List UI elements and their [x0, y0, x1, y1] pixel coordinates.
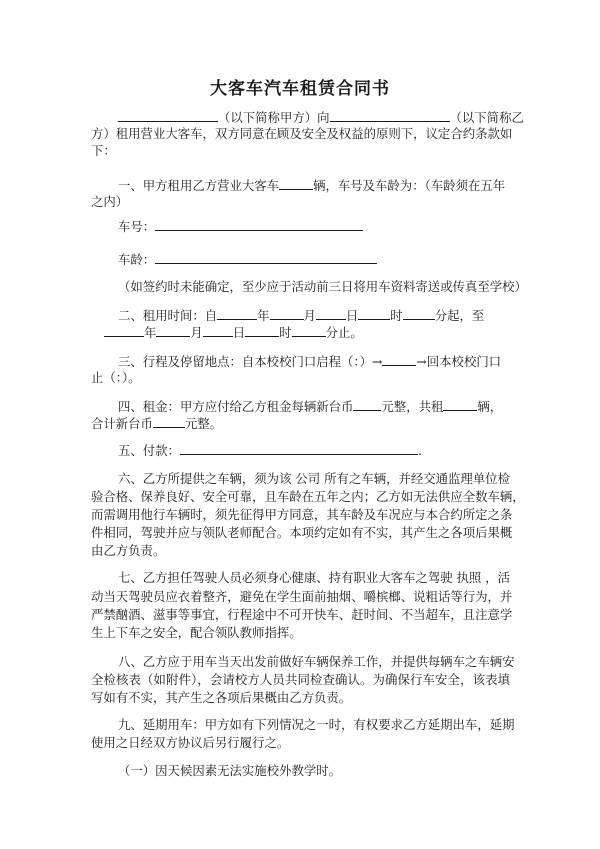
clause-5-line [118, 442, 422, 458]
total-buses-blank [443, 398, 477, 411]
clause-1-text-b: 辆，车号及车龄为：（车龄须在五年 [313, 178, 506, 193]
total-amount-blank [153, 415, 185, 428]
end-year-blank [104, 324, 144, 337]
clause-1-line-1 [118, 177, 505, 193]
destination-blank [382, 353, 416, 366]
party-b-blank [330, 109, 450, 122]
vehicle-age-label: 车龄： [118, 252, 156, 267]
start-year-blank [217, 307, 257, 320]
intro-line-3: 下： [91, 143, 116, 158]
unit-minute-to: 分起，至 [434, 308, 485, 323]
clause-9-line-2: 使用之日经双方协议后另行履行之。 [91, 735, 290, 750]
intro-line-1 [118, 109, 524, 125]
clause-1-text-a: 一、甲方租用乙方营业大客车 [118, 178, 280, 193]
clause-4-text-d: 合计新台币 [91, 416, 153, 431]
rental-time-label: 二、租用时间：自 [118, 308, 218, 323]
payment-end-mark: . [417, 443, 422, 458]
start-hour-blank [358, 307, 390, 320]
end-day-blank [203, 324, 233, 337]
payment-label: 五、付款： [118, 443, 180, 458]
vehicle-age-line [118, 251, 377, 267]
clause-7-line-4: 生上下车之安全，配合领队教师指挥。 [91, 625, 302, 640]
clause-8-line-2: 全检核表（如附件），会请校方人员共同检查确认。为确保行车安全，该表填 [91, 672, 510, 687]
party-a-blank [118, 109, 218, 122]
intro-party-b-text: （以下简称乙 [449, 110, 524, 125]
clause-9-line-1: 九、延期用车：甲方如有下列情况之一时，有权要求乙方延期出车，延期 [118, 717, 515, 732]
clause-6-line-2: 验合格、保养良好、安全可靠，且车龄在五年之内；乙方如无法供应全数车辆， [91, 489, 525, 504]
clause-1-line-2: 之内） [91, 194, 129, 209]
intro-line-2: 方）租用营业大客车，双方同意在顾及安全及权益的原则下，议定合约条款如 [91, 126, 513, 141]
rent-per-bus-blank [353, 398, 381, 411]
plate-number-blank [155, 218, 363, 231]
clause-4-text-e: 元整。 [184, 416, 223, 431]
document-title: 大客车汽车租赁合同书 [210, 79, 390, 99]
unit-day: 日 [232, 325, 246, 340]
clause-6-line-5: 由乙方负责。 [91, 543, 166, 558]
clause-4-text-a: 四、租金：甲方应付给乙方租金每辆新台币 [118, 399, 354, 414]
vehicle-age-blank [155, 251, 377, 264]
unit-year: 年 [257, 308, 270, 323]
unit-day: 日 [345, 308, 359, 323]
clause-9-item-1: （一）因天候因素无法实施校外教学时。 [118, 763, 342, 778]
clause-2-line-2 [104, 324, 363, 340]
plate-number-line [118, 218, 363, 234]
clause-7-line-1: 七、乙方担任驾驶人员必须身心健康、持有职业大客车之驾驶 执照 ，活 [118, 570, 510, 585]
clause-4-text-c: 辆， [477, 399, 503, 414]
intro-party-a-text: （以下简称甲方）向 [218, 110, 330, 125]
clause-8-line-1: 八、乙方应于用车当天出发前做好车辆保养工作，并提供每辆车之车辆安 [118, 654, 515, 669]
clause-3-text-a: 三、行程及停留地点：自本校校门口启程（：）→ [118, 354, 383, 369]
clause-6-line-3: 而需调用他行车辆时，须先征得甲方同意，其车龄及车况应与本合约所定之条 [91, 507, 513, 522]
end-month-blank [156, 324, 190, 337]
clause-8-line-3: 写如有不实，其产生之各项后果概由乙方负责。 [91, 690, 352, 705]
clause-4-line-2 [91, 415, 222, 431]
unit-minute-end: 分止。 [325, 325, 363, 340]
unit-year: 年 [144, 325, 157, 340]
bus-count-blank [279, 177, 313, 190]
unit-month: 月 [303, 308, 316, 323]
clause-3-line-2: 止（：）。 [91, 370, 141, 385]
start-minute-blank [403, 307, 435, 320]
clause-3-text-b: →回本校校门口 [416, 354, 502, 369]
clause-4-line-1 [118, 398, 502, 414]
unit-month: 月 [190, 325, 203, 340]
start-month-blank [270, 307, 304, 320]
clause-4-text-b: 元整，共租 [381, 399, 444, 414]
clause-3-line-1 [118, 353, 501, 369]
clause-7-line-2: 动当天驾驶员应衣着整齐，避免在学生面前抽烟、嚼槟榔、说粗话等行为，并 [91, 589, 513, 604]
start-day-blank [316, 307, 346, 320]
clause-2-line-1 [118, 307, 484, 323]
clause-7-line-3: 严禁酗酒、滋事等事宜，行程途中不可开快车、赶时间、不当超车，且注意学 [91, 607, 513, 622]
end-minute-blank [292, 324, 326, 337]
clause-1-note: （如签约时未能确定，至少应于活动前三日将用车资料寄送或传真至学校） [118, 279, 527, 294]
plate-number-label: 车号： [118, 219, 156, 234]
unit-hour: 时 [279, 325, 292, 340]
end-hour-blank [245, 324, 279, 337]
payment-blank [180, 442, 418, 455]
clause-6-line-4: 件相同，驾驶并应与领队老师配合。本项约定如有不实，其产生之各项后果概 [91, 525, 513, 540]
clause-6-line-1: 六、乙方所提供之车辆，须为该 公司 所有之车辆，并经交通监理单位检 [118, 471, 510, 486]
unit-hour: 时 [390, 308, 403, 323]
